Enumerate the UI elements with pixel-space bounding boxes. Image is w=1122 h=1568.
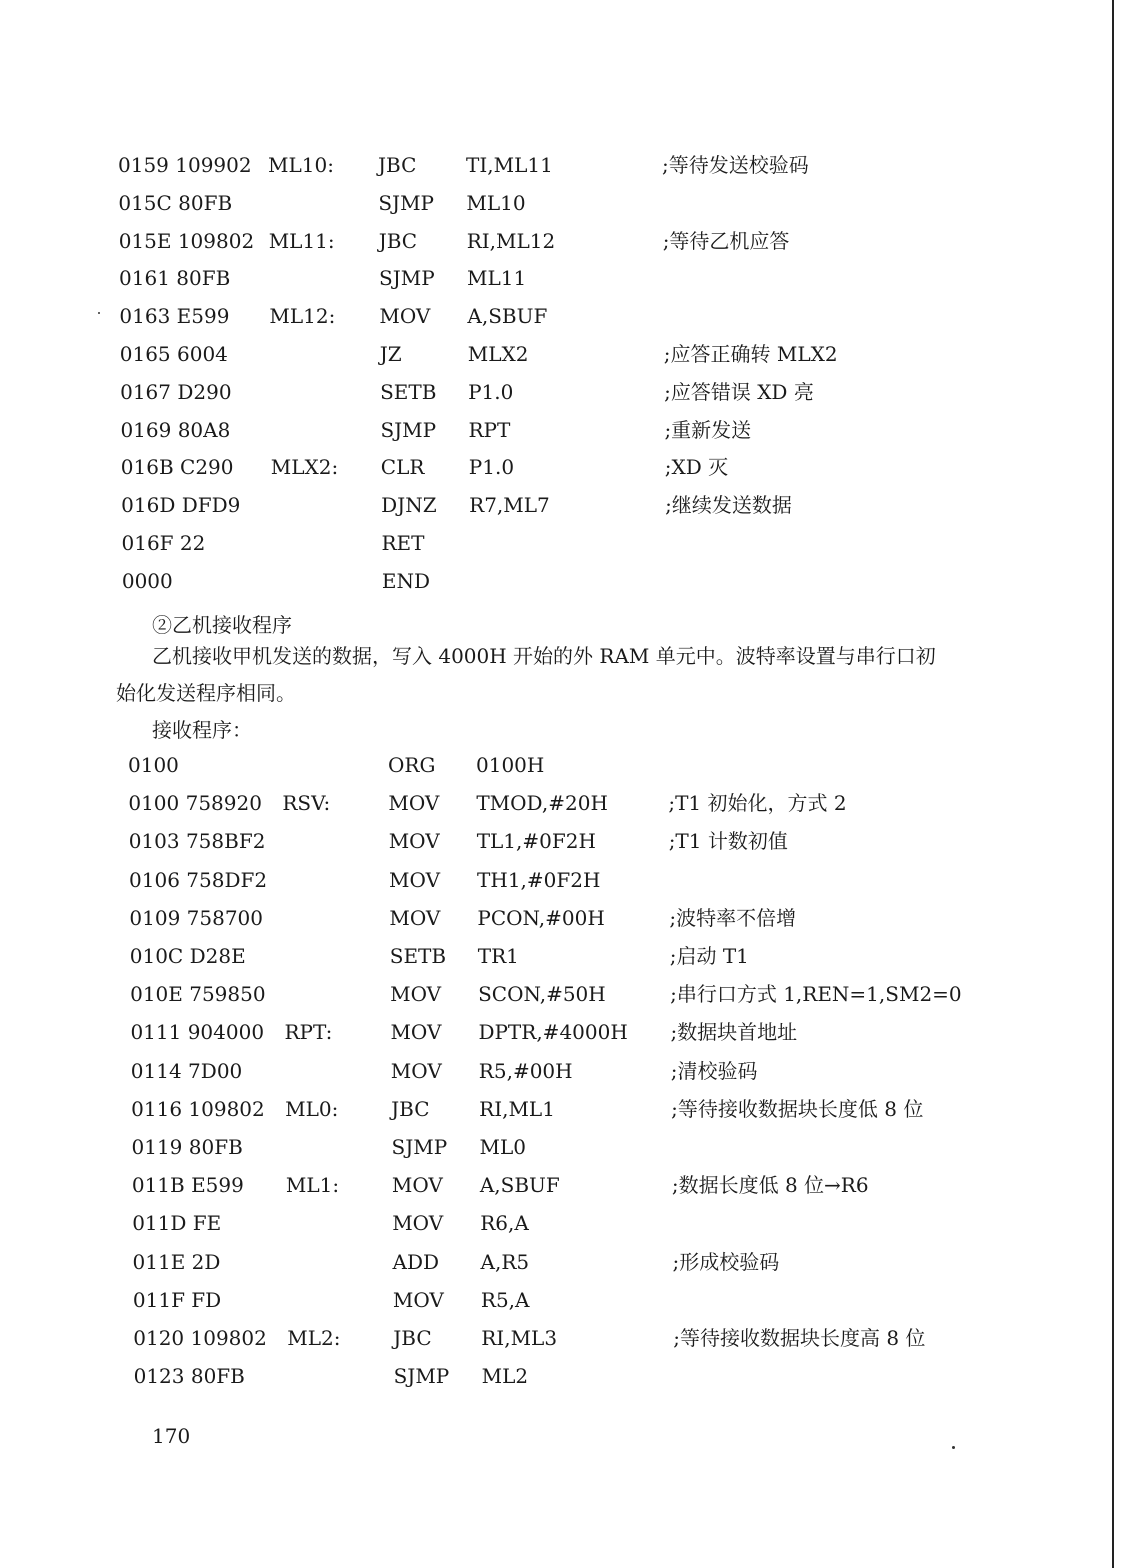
code-comment: ;等待发送校验码 — [662, 153, 809, 177]
section-title: ②乙机接收程序 — [152, 613, 292, 637]
code-addr: 010C D28E — [129, 944, 246, 968]
code-line — [0, 148, 1122, 182]
code-line — [0, 1359, 1122, 1393]
code-addr: 011B E599 — [131, 1173, 244, 1198]
code-operand: A,SBUF — [467, 304, 548, 329]
code-comment: ;XD 灭 — [664, 455, 729, 480]
code-op: DJNZ — [381, 493, 437, 518]
code-op: ORG — [388, 753, 436, 777]
code-comment: ;应答正确转 MLX2 — [663, 342, 838, 366]
code-comment: ;T1 计数初值 — [668, 829, 788, 854]
code-line — [0, 224, 1122, 258]
code-op: JBC — [393, 1326, 432, 1350]
code-operand: ML0 — [479, 1135, 526, 1159]
code-comment: ;启动 T1 — [669, 944, 749, 968]
code-op: CLR — [380, 455, 425, 480]
code-operand: PCON,#00H — [477, 905, 605, 930]
code-operand: RI,ML12 — [466, 228, 556, 253]
code-addr: 0119 80FB — [131, 1135, 243, 1159]
page-number: 170 — [152, 1424, 191, 1448]
scan-speck — [98, 312, 100, 314]
code-operand: A,R5 — [480, 1249, 530, 1274]
code-line — [0, 450, 1122, 484]
code-operand: ML2 — [481, 1364, 529, 1389]
code-label: ML10: — [268, 153, 334, 177]
code-comment: ;继续发送数据 — [665, 493, 792, 518]
code-label: RSV: — [282, 791, 331, 816]
code-operand: DPTR,#4000H — [478, 1020, 628, 1045]
code-op: SJMP — [378, 190, 434, 215]
code-addr: 011F FD — [132, 1287, 222, 1312]
code-op: END — [381, 568, 430, 593]
code-line — [0, 261, 1122, 295]
code-line — [0, 1015, 1122, 1049]
code-comment: ;清校验码 — [670, 1058, 758, 1083]
code-op: SJMP — [380, 417, 437, 442]
code-comment: ;应答错误 XD 亮 — [664, 379, 814, 404]
code-operand: R7,ML7 — [469, 493, 550, 518]
code-op: SETB — [389, 944, 447, 968]
code-line — [0, 337, 1122, 371]
code-line — [0, 564, 1122, 598]
code-label: ML2: — [287, 1326, 341, 1350]
code-comment: ;重新发送 — [664, 417, 752, 442]
code-line — [0, 1245, 1122, 1279]
code-line — [0, 863, 1122, 897]
code-comment: ;等待乙机应答 — [662, 228, 790, 253]
code-label: ML1: — [285, 1173, 340, 1198]
code-addr: 0123 80FB — [133, 1364, 245, 1389]
code-line — [0, 299, 1122, 333]
code-operand: ML10 — [466, 190, 526, 215]
code-op: ADD — [392, 1249, 440, 1274]
code-line — [0, 1283, 1122, 1317]
code-operand: A,SBUF — [479, 1173, 560, 1198]
code-op: MOV — [391, 1173, 443, 1198]
code-addr: 010E 759850 — [130, 982, 266, 1007]
code-line — [0, 1092, 1122, 1126]
code-comment: ;T1 初始化，方式 2 — [668, 791, 847, 816]
code-line — [0, 375, 1122, 409]
code-op: JZ — [379, 342, 402, 366]
code-operand: RI,ML3 — [481, 1326, 558, 1350]
code-addr: 0106 758DF2 — [129, 867, 268, 892]
code-addr: 015E 109802 — [118, 228, 255, 253]
code-op: SJMP — [393, 1364, 450, 1389]
code-operand: TR1 — [477, 944, 519, 968]
code-line — [0, 1130, 1122, 1164]
code-op: MOV — [392, 1287, 444, 1312]
code-operand: RPT — [468, 417, 511, 442]
code-addr: 016F 22 — [121, 531, 206, 555]
code-operand: RI,ML1 — [479, 1096, 555, 1121]
code-addr: 0000 — [121, 568, 173, 593]
code-line — [0, 1054, 1122, 1088]
code-line — [0, 939, 1122, 973]
code-line — [0, 901, 1122, 935]
code-addr: 0114 7D00 — [130, 1058, 243, 1083]
code-line — [0, 824, 1122, 858]
code-op: JBC — [378, 153, 417, 177]
code-op: MOV — [390, 1020, 442, 1045]
code-addr: 0100 — [128, 753, 179, 777]
code-operand: ML11 — [467, 266, 527, 291]
code-op: MOV — [389, 905, 441, 930]
code-line — [0, 1321, 1122, 1355]
code-op: MOV — [388, 791, 440, 816]
code-op: SETB — [380, 379, 437, 404]
code-operand: R5,#00H — [478, 1058, 573, 1083]
code-comment: ;波特率不倍增 — [669, 905, 797, 930]
code-op: JBC — [378, 228, 418, 253]
code-operand: TI,ML11 — [466, 153, 553, 177]
code-op: MOV — [390, 1058, 442, 1083]
code-operand: TMOD,#20H — [476, 791, 608, 816]
code-label: ML11: — [268, 228, 335, 253]
code-line — [0, 186, 1122, 220]
code-addr: 011D FE — [132, 1211, 222, 1236]
code-label: ML0: — [285, 1096, 339, 1121]
code-addr: 0111 904000 — [130, 1020, 265, 1045]
code-addr: 0163 E599 — [119, 304, 230, 329]
scan-edge — [1112, 0, 1114, 1568]
code-op: MOV — [388, 829, 440, 854]
code-operand: P1.0 — [468, 379, 514, 404]
code-line — [0, 1168, 1122, 1202]
code-comment: ;等待接收数据块长度高 8 位 — [673, 1326, 926, 1350]
code-addr: 0120 109802 — [133, 1326, 267, 1350]
program-label: 接收程序： — [152, 718, 252, 742]
code-line — [0, 526, 1122, 560]
scan-speck — [952, 1446, 955, 1449]
code-line — [0, 977, 1122, 1011]
code-op: MOV — [379, 304, 431, 329]
code-addr: 0169 80A8 — [120, 417, 231, 442]
code-operand: 0100H — [476, 753, 545, 777]
code-addr: 0159 109902 — [118, 153, 252, 177]
code-op: MOV — [390, 982, 442, 1007]
code-addr: 016B C290 — [120, 455, 234, 480]
code-addr: 0165 6004 — [119, 342, 228, 366]
code-operand: SCON,#50H — [478, 982, 606, 1007]
code-comment: ;形成校验码 — [672, 1249, 780, 1274]
code-comment: ;数据长度低 8 位→R6 — [671, 1173, 869, 1198]
code-op: SJMP — [391, 1135, 448, 1159]
code-line — [0, 1206, 1122, 1240]
paragraph-line-1: 乙机接收甲机发送的数据，写入 4000H 开始的外 RAM 单元中。波特率设置与串行口初 — [152, 644, 936, 668]
code-addr: 011E 2D — [132, 1249, 221, 1274]
code-addr: 0167 D290 — [120, 379, 232, 404]
code-comment: ;串行口方式 1,REN=1,SM2=0 — [670, 982, 962, 1007]
code-operand: R5,A — [480, 1287, 530, 1312]
paragraph-line-2: 始化发送程序相同。 — [116, 681, 296, 705]
code-addr: 0103 758BF2 — [128, 829, 266, 854]
code-op: MOV — [389, 867, 441, 892]
code-line — [0, 786, 1122, 820]
code-operand: R6,A — [480, 1211, 529, 1236]
code-label: MLX2: — [270, 455, 339, 480]
code-addr: 0100 758920 — [128, 791, 262, 816]
code-comment: ;数据块首地址 — [670, 1020, 798, 1045]
code-op: RET — [381, 531, 425, 555]
code-operand: MLX2 — [467, 342, 529, 366]
code-comment: ;等待接收数据块长度低 8 位 — [671, 1096, 924, 1121]
code-operand: P1.0 — [468, 455, 515, 480]
code-op: SJMP — [379, 266, 435, 291]
code-addr: 016D DFD9 — [121, 493, 241, 518]
code-op: JBC — [391, 1096, 430, 1121]
code-operand: TL1,#0F2H — [476, 829, 596, 854]
code-addr: 0161 80FB — [119, 266, 231, 291]
code-label: ML12: — [269, 304, 336, 329]
code-operand: TH1,#0F2H — [477, 867, 601, 892]
code-addr: 0109 758700 — [129, 905, 263, 930]
code-op: MOV — [392, 1211, 444, 1236]
code-addr: 0116 109802 — [131, 1096, 265, 1121]
code-line — [0, 413, 1122, 447]
code-line — [0, 748, 1122, 782]
code-addr: 015C 80FB — [118, 190, 233, 215]
code-line — [0, 488, 1122, 522]
code-label: RPT: — [284, 1020, 333, 1045]
